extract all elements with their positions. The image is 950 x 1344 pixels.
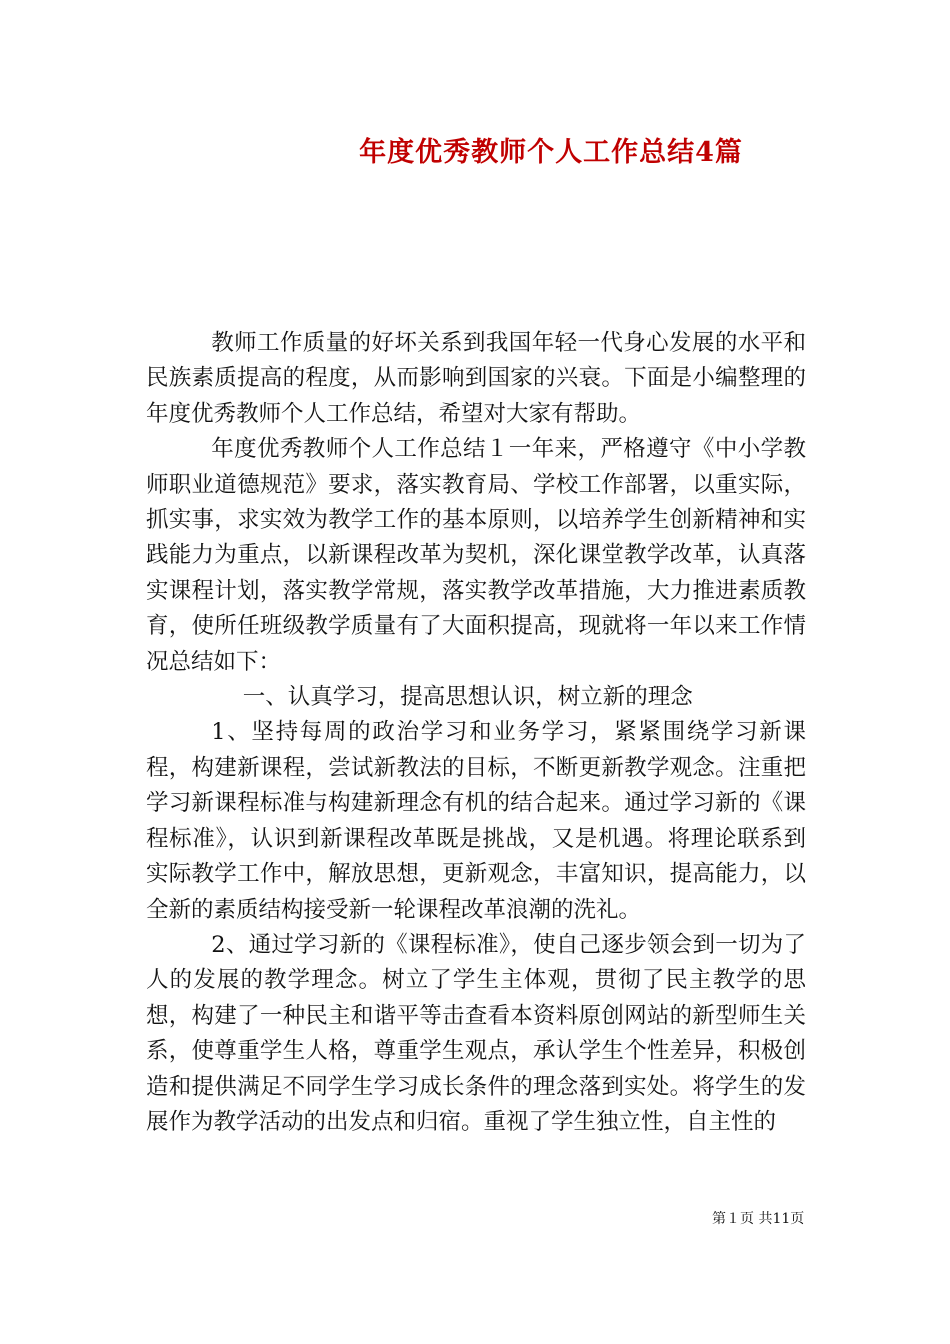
document-body — [146, 326, 806, 1140]
paragraph-item-2: 2、通过学习新的《课程标准》，使自己逐步领会到一切为了人的发展的教学理念。树立了学生主体观，贯彻了民主教学的思想，构建了一种民主和谐平等击查看本资料原创网站的新型师生关系，使尊重学生人格，尊重学生观点，承认学生个性差异，积极创造和提供满足不同学生学习成长条件的理念落到实处。将学生的发展作为教学活动的出发点和归宿。重视了学生独立性，自主性的 — [146, 931, 806, 1135]
paragraph-item-1: 1、坚持每周的政治学习和业务学习，紧紧围绕学习新课程，构建新课程，尝试新教法的目标，不断更新教学观念。注重把学习新课程标准与构建新理念有机的结合起来。通过学习新的《课程标准》，认识到新课程改革既是挑战，又是机遇。将理论联系到实际教学工作中，解放思想，更新观念，丰富知识，提高能力，以全新的素质结构接受新一轮课程改革浪潮的洗礼。 — [146, 719, 806, 923]
document-title — [0, 130, 950, 169]
paragraph-summary-1: 年度优秀教师个人工作总结１一年来，严格遵守《中小学教师职业道德规范》要求，落实教育局、学校工作部署，以重实际，抓实事，求实效为教学工作的基本原则，以培养学生创新精神和实践能力为重点，以新课程改革为契机，深化课堂教学改革，认真落实课程计划，落实教学常规，落实教学改革措施，大力推进素质教育，使所任班级教学质量有了大面积提高，现就将一年以来工作情况总结如下： — [146, 436, 806, 675]
paragraph-intro: 教师工作质量的好坏关系到我国年轻一代身心发展的水平和民族素质提高的程度，从而影响到国家的兴衰。下面是小编整理的年度优秀教师个人工作总结，希望对大家有帮助。 — [146, 330, 806, 427]
document-title-text: 年度优秀教师个人工作总结4篇 — [359, 137, 743, 168]
section-heading-1: 一、认真学习，提高思想认识，树立新的理念 — [242, 684, 693, 711]
page-number-footer: 第１页 共11页 — [712, 1211, 805, 1227]
